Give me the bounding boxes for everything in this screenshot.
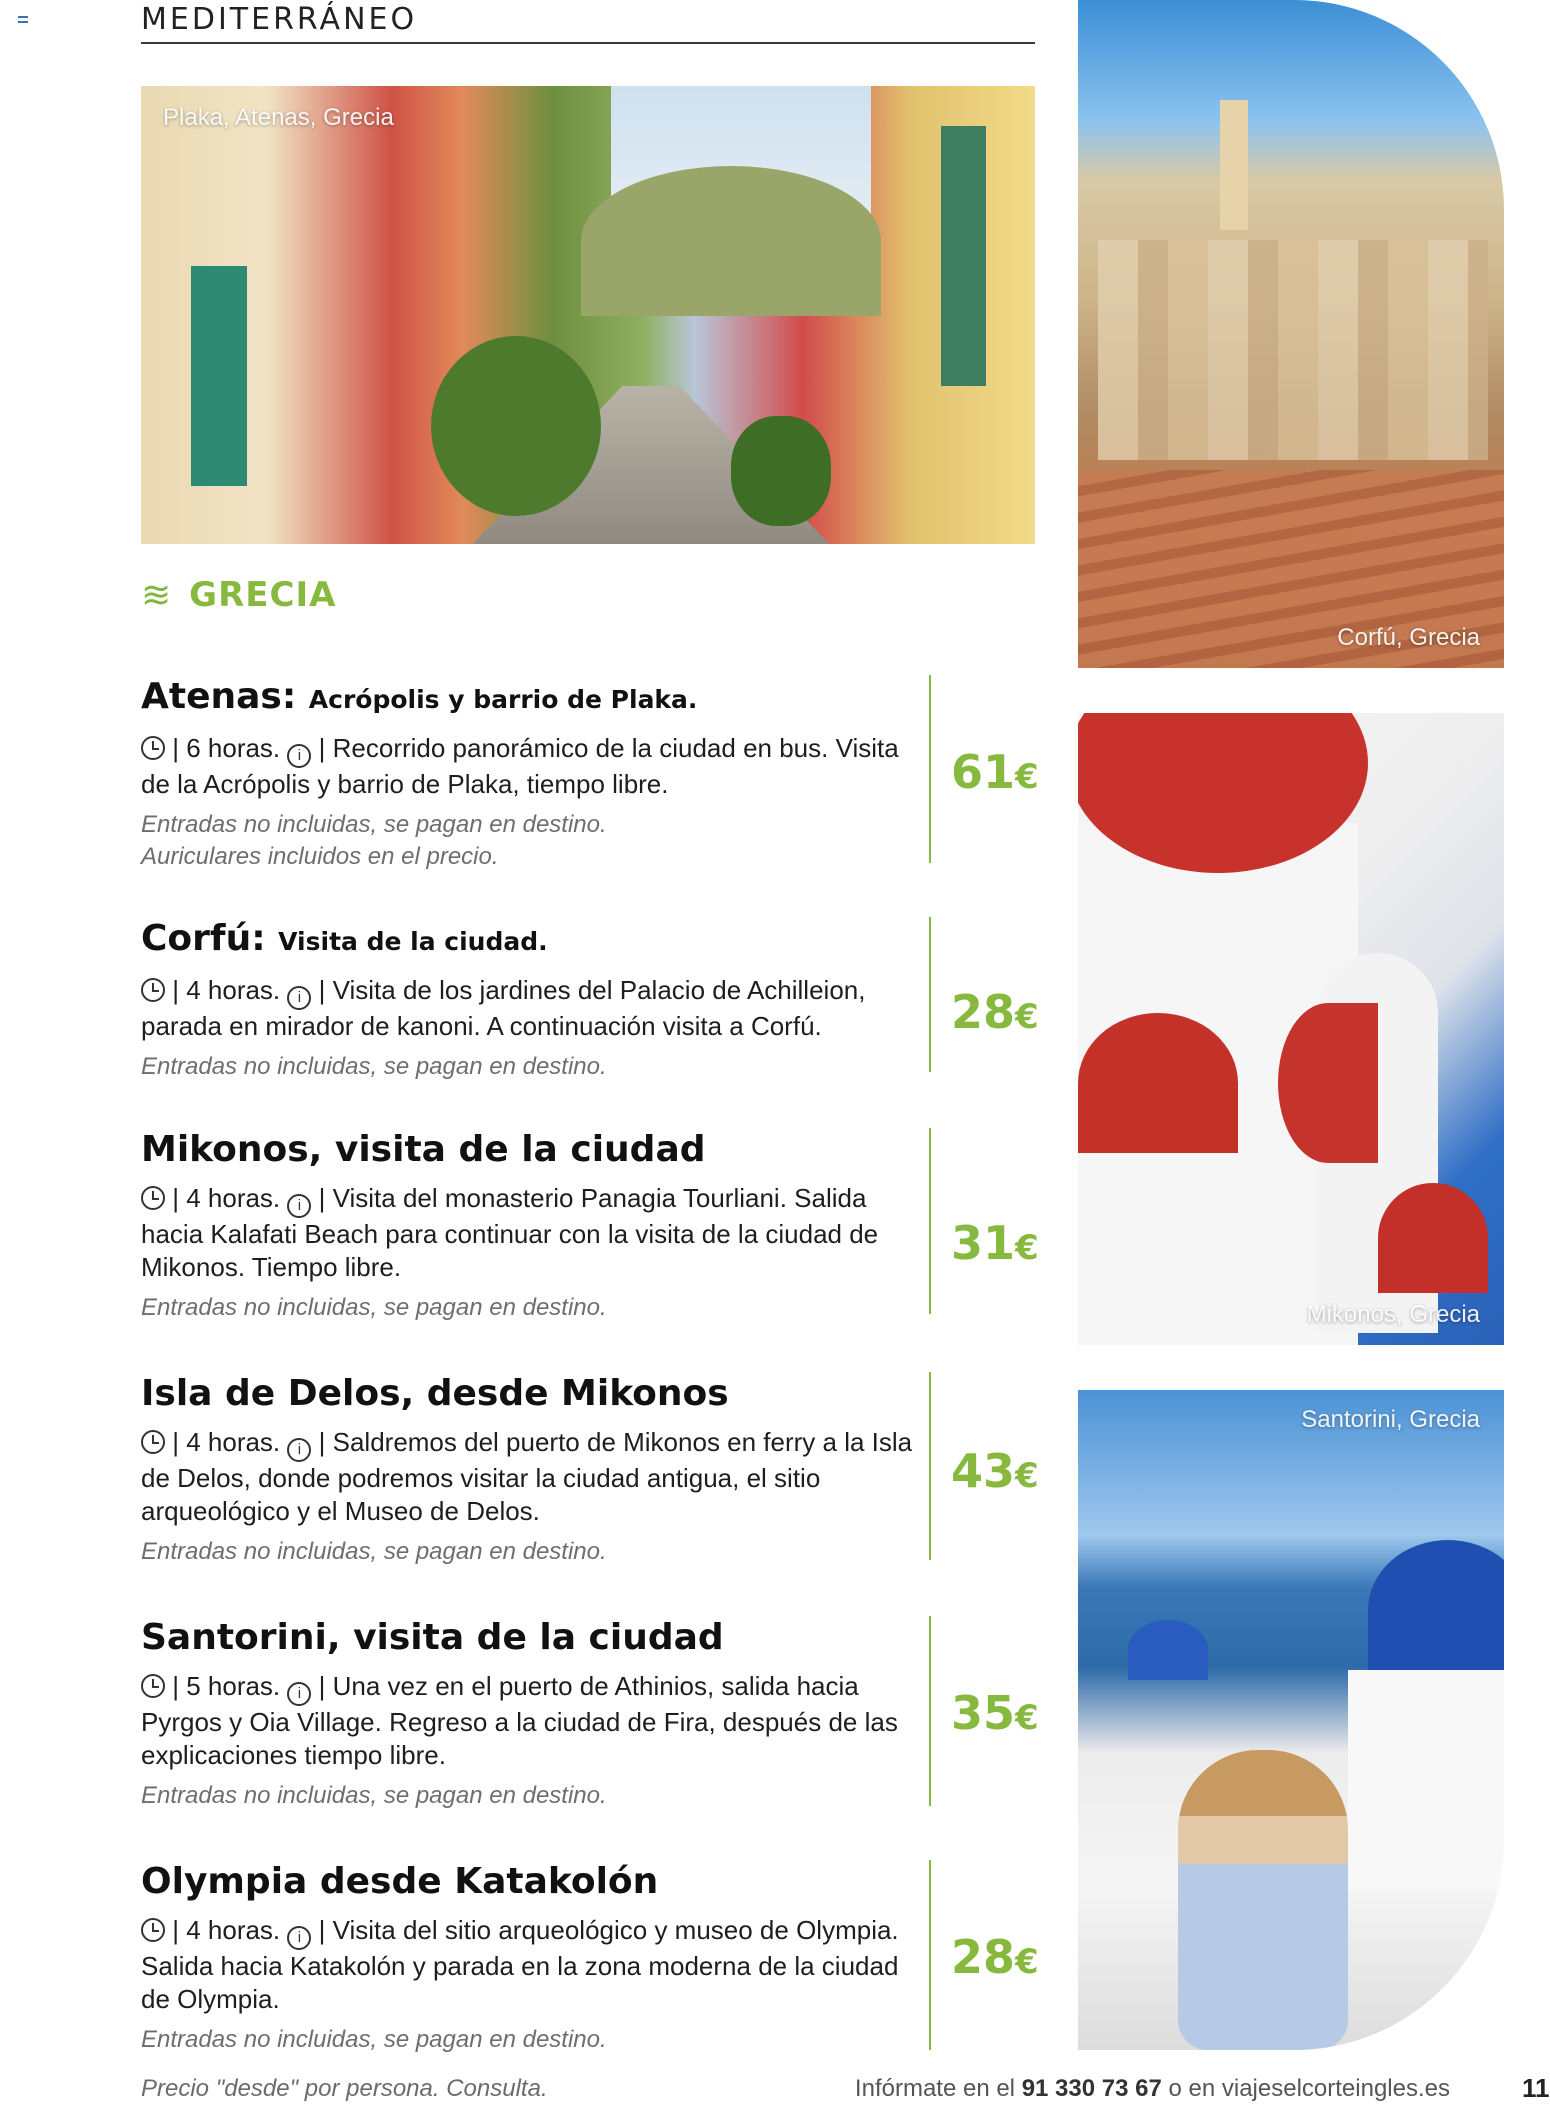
excursion-title: Mikonos, visita de la ciudad bbox=[141, 1129, 706, 1170]
excursion-note: Entradas no incluidas, se pagan en destino. bbox=[141, 1294, 607, 1321]
website-link[interactable]: o en viajeselcorteingles.es bbox=[1168, 2075, 1450, 2102]
mikonos-caption: Mikonos, Grecia bbox=[1306, 1301, 1480, 1328]
price-divider bbox=[929, 917, 931, 1072]
excursion-mikonos bbox=[141, 1128, 1141, 1324]
excursion-note: Entradas no incluidas, se pagan en destino. Auriculares incluidos en el precio. bbox=[141, 811, 607, 870]
excursion-atenas bbox=[141, 675, 1141, 873]
excursion-description: | 6 horas. i | Recorrido panorámico de la ciudad en bus. Visita de la Acrópolis y barrio de Plaka, tiempo libre. bbox=[141, 733, 899, 799]
excursion-price: 61€ bbox=[951, 745, 1039, 799]
section-rule bbox=[141, 42, 1035, 44]
phone-number[interactable]: 91 330 73 67 bbox=[1021, 2075, 1162, 2102]
excursion-title: Corfú: Visita de la ciudad. bbox=[141, 918, 548, 959]
excursion-note: Entradas no incluidas, se pagan en destino. bbox=[141, 1782, 607, 1809]
excursion-price: 43€ bbox=[951, 1444, 1039, 1498]
santorini-caption: Santorini, Grecia bbox=[1301, 1406, 1480, 1433]
footer-contact: Infórmate en el 91 330 73 67 o en viajeselcorteingles.es bbox=[854, 2075, 1450, 2102]
santorini-photo bbox=[1078, 1390, 1504, 2050]
page-number: 11 bbox=[1522, 2073, 1550, 2103]
price-divider bbox=[929, 1616, 931, 1806]
corfu-caption: Corfú, Grecia bbox=[1337, 624, 1480, 651]
excursion-delos bbox=[141, 1372, 1141, 1568]
price-divider bbox=[929, 1128, 931, 1314]
clock-icon bbox=[141, 1674, 165, 1698]
excursion-santorini bbox=[141, 1616, 1141, 1812]
excursion-description: | 5 horas. i | Una vez en el puerto de Athinios, salida hacia Pyrgos y Oia Village. Regreso a la ciudad de Fira, después de las explicaciones tiempo libre. bbox=[141, 1671, 898, 1770]
excursion-title: Olympia desde Katakolón bbox=[141, 1861, 659, 1902]
plaka-photo bbox=[141, 86, 1035, 544]
plaka-caption: Plaka, Atenas, Grecia bbox=[163, 104, 394, 131]
price-divider bbox=[929, 1860, 931, 2050]
info-icon: i bbox=[287, 986, 311, 1010]
excursion-price: 28€ bbox=[951, 985, 1039, 1039]
clock-icon bbox=[141, 1186, 165, 1210]
excursion-title: Atenas: Acrópolis y barrio de Plaka. bbox=[141, 676, 698, 717]
excursion-title: Isla de Delos, desde Mikonos bbox=[141, 1373, 729, 1414]
price-divider bbox=[929, 675, 931, 863]
mikonos-photo bbox=[1078, 713, 1504, 1345]
excursion-description: | 4 horas. i | Visita de los jardines del Palacio de Achilleion, parada en mirador de kanoni. A continuación visita a Corfú. bbox=[141, 975, 866, 1041]
waves-icon: ≋ bbox=[141, 574, 172, 615]
info-icon: i bbox=[287, 1682, 311, 1706]
corner-mark-icon bbox=[18, 16, 28, 26]
excursion-price: 31€ bbox=[951, 1216, 1039, 1270]
excursion-description: | 4 horas. i | Visita del monasterio Panagia Tourliani. Salida hacia Kalafati Beach para continuar con la visita de la ciudad de Mikonos. Tiempo libre. bbox=[141, 1183, 879, 1282]
excursion-price: 28€ bbox=[951, 1930, 1039, 1984]
info-icon: i bbox=[287, 1926, 311, 1950]
excursion-price: 35€ bbox=[951, 1686, 1039, 1740]
region-heading bbox=[141, 575, 336, 615]
excursion-description: | 4 horas. i | Visita del sitio arqueológico y museo de Olympia. Salida hacia Katakolón y parada en la zona moderna de la ciudad de Olympia. bbox=[141, 1915, 899, 2014]
excursion-corfu bbox=[141, 917, 1141, 1083]
section-title: MEDITERRÁNEO bbox=[141, 2, 418, 37]
info-icon: i bbox=[287, 1438, 311, 1462]
clock-icon bbox=[141, 736, 165, 760]
corfu-photo bbox=[1078, 0, 1504, 668]
excursion-olympia bbox=[141, 1860, 1141, 2056]
excursion-title: Santorini, visita de la ciudad bbox=[141, 1617, 724, 1658]
price-disclaimer: Precio "desde" por persona. Consulta. bbox=[141, 2075, 548, 2102]
info-icon: i bbox=[287, 1194, 311, 1218]
region-name: GRECIA bbox=[189, 575, 337, 615]
price-divider bbox=[929, 1372, 931, 1560]
info-icon: i bbox=[287, 744, 311, 768]
clock-icon bbox=[141, 1430, 165, 1454]
excursion-note: Entradas no incluidas, se pagan en destino. bbox=[141, 1538, 607, 1565]
excursion-note: Entradas no incluidas, se pagan en destino. bbox=[141, 2026, 607, 2053]
excursion-note: Entradas no incluidas, se pagan en destino. bbox=[141, 1053, 607, 1080]
clock-icon bbox=[141, 1918, 165, 1942]
clock-icon bbox=[141, 978, 165, 1002]
excursion-description: | 4 horas. i | Saldremos del puerto de Mikonos en ferry a la Isla de Delos, donde podremos visitar la ciudad antigua, el sitio arqueológico y el Museo de Delos. bbox=[141, 1427, 913, 1526]
